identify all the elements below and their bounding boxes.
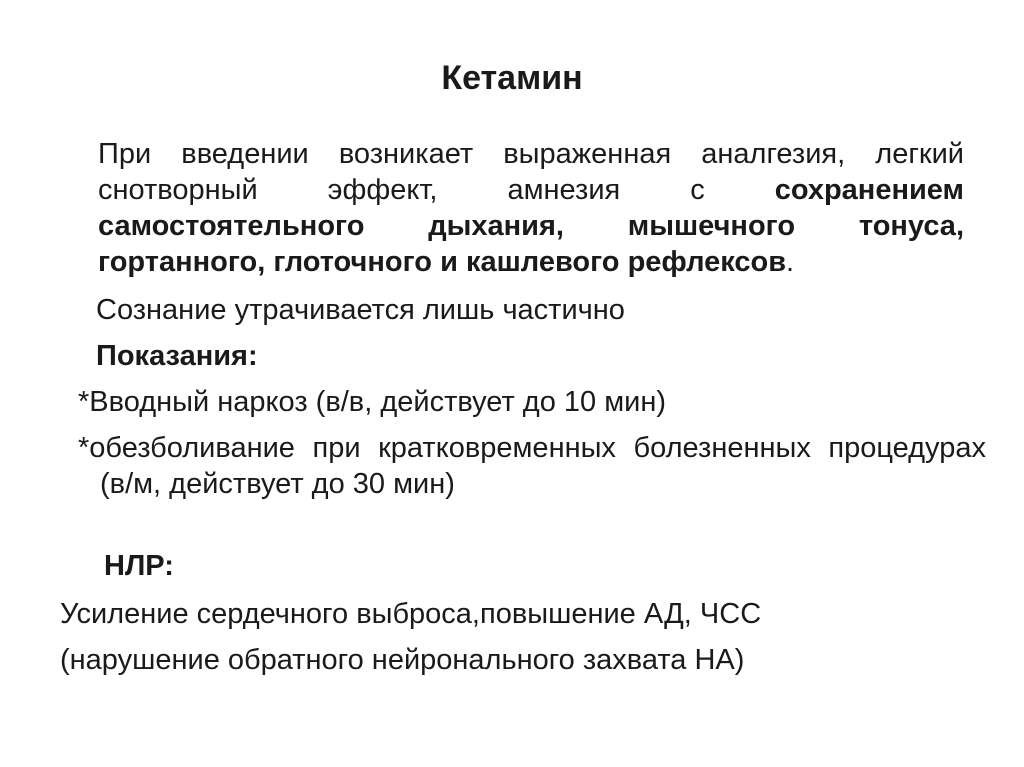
indication-item-1: *Вводный наркоз (в/в, действует до 10 мин) <box>78 386 667 418</box>
effects-text: При введении возникает выраженная аналгезия, легкий снотворный эффект, амнезия с <box>98 138 964 206</box>
paragraph-consciousness: Сознание утрачивается лишь частично <box>96 294 625 326</box>
indications-heading: Показания: <box>96 340 258 372</box>
indication-item-2: *обезболивание при кратковременных болезненных процедурах (в/м, действует до 30 мин) <box>78 432 986 500</box>
paragraph-effects <box>98 136 964 280</box>
slide-title: Кетамин <box>441 59 583 97</box>
adverse-reactions-heading: НЛР: <box>104 550 174 582</box>
adverse-reaction-text: Усиление сердечного выброса,повышение АД, ЧСС <box>60 598 762 630</box>
effects-bold-text: сохранением самостоятельного дыхания, мышечного тонуса, гортанного, глоточного и кашлевого рефлексов <box>98 174 964 278</box>
effects-end-text: . <box>786 246 795 278</box>
adverse-reaction-note: (нарушение обратного нейронального захвата НА) <box>60 644 745 676</box>
